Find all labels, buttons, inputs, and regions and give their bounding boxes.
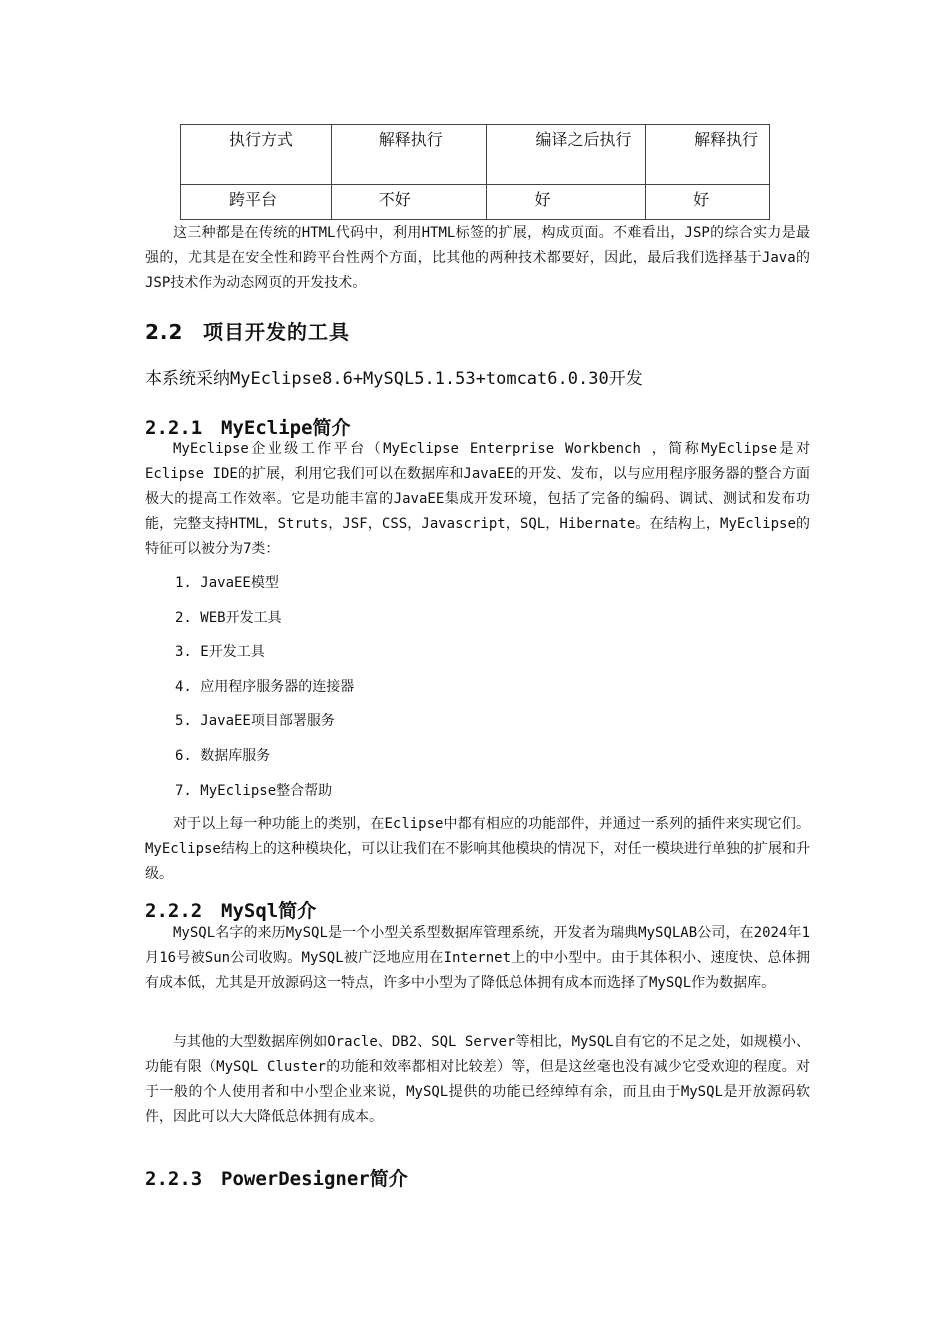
section-heading-2-2-3 [145,1164,408,1191]
paragraph-summary: 这三种都是在传统的HTML代码中，利用HTML标签的扩展，构成页面。不难看出，JSP的综合实力是最强的，尤其是在安全性和跨平台性两个方面，比其他的两种技术都要好，因此，最后我们选择基于Java的JSP技术作为动态网页的开发技术。 [145,225,810,291]
paragraph-mysql-comparison: 与其他的大型数据库例如Oracle、DB2、SQL Server等相比，MySQL自有它的不足之处，如规模小、功能有限（MySQL Cluster的功能和效率都相对比较差）等，但是这丝毫也没有减少它受欢迎的程度。对于一般的个人使用者和中小型企业来说，MySQL提供的功能已经绰绰有余，而且由于MySQL是开放源码软件，因此可以大大降低总体拥有成本。 [145,1034,810,1125]
table-row [181,125,770,185]
section-title: MySql简介 [221,900,317,922]
list-item: 6. 数据库服务 [175,747,271,764]
section-number: 2.2.2 [145,900,203,922]
list-item: 5. JavaEE项目部署服务 [175,713,335,730]
list-item: 1. JavaEE模型 [175,575,279,591]
table-cell: 执行方式 [181,125,332,185]
section-heading-2-2 [145,316,350,345]
list-item: 2. WEB开发工具 [175,609,282,626]
section-number: 2.2.3 [145,1168,203,1190]
list-item: 4. 应用程序服务器的连接器 [175,678,355,695]
table-cell: 不好 [331,185,487,220]
section-number: 2.2 [145,320,184,344]
table-cell: 跨平台 [181,185,332,220]
list-item: 3. E开发工具 [175,644,265,661]
section-title: PowerDesigner简介 [221,1168,408,1190]
section-heading-2-2-1 [145,413,351,440]
table-cell: 编译之后执行 [487,125,646,185]
paragraph-myeclipse: MyEclipse企业级工作平台（MyEclipse Enterprise Workbench ，简称MyEclipse是对Eclipse IDE的扩展，利用它我们可以在数据库和JavaEE的开发、发布，以与应用程序服务器的整合方面极大的提高工作效率。它是功能丰富的JavaEE集成开发环境，包括了完备的编码、调试、测试和发布功能，完整支持HTML，Struts，JSF，CSS，Javascript，SQL，Hibernate。在结构上，MyEclipse的特征可以被分为7类： [145,441,810,557]
list-item: 7. MyEclipse整合帮助 [175,782,333,799]
table-row [181,185,770,220]
table-cell: 好 [646,185,770,220]
paragraph-mysql-history: MySQL名字的来历MySQL是一个小型关系型数据库管理系统，开发者为瑞典MySQLAB公司，在2024年1月16号被Sun公司收购。MySQL被广泛地应用在Internet上的中小型中。由于其体积小、速度快、总体拥有成本低，尤其是开放源码这一特点，许多中小型为了降低总体拥有成本而选择了MySQL作为数据库。 [145,925,810,991]
paragraph-modular: 对于以上每一种功能上的类别，在Eclipse中都有相应的功能部件，并通过一系列的插件来实现它们。MyEclipse结构上的这种模块化，可以让我们在不影响其他模块的情况下，对任一模块进行单独的扩展和升级。 [145,816,810,882]
feature-list [175,572,354,814]
section-number: 2.2.1 [145,417,203,439]
table-cell: 解释执行 [646,125,770,185]
table-cell: 好 [487,185,646,220]
section-heading-2-2-2 [145,896,316,923]
section-title: 项目开发的工具 [203,320,350,344]
table-cell: 解释执行 [331,125,487,185]
comparison-table [180,124,770,220]
intro-line: 本系统采纳MyEclipse8.6+MySQL5.1.53+tomcat6.0.30开发 [145,369,643,389]
section-title: MyEclipe简介 [221,417,351,439]
